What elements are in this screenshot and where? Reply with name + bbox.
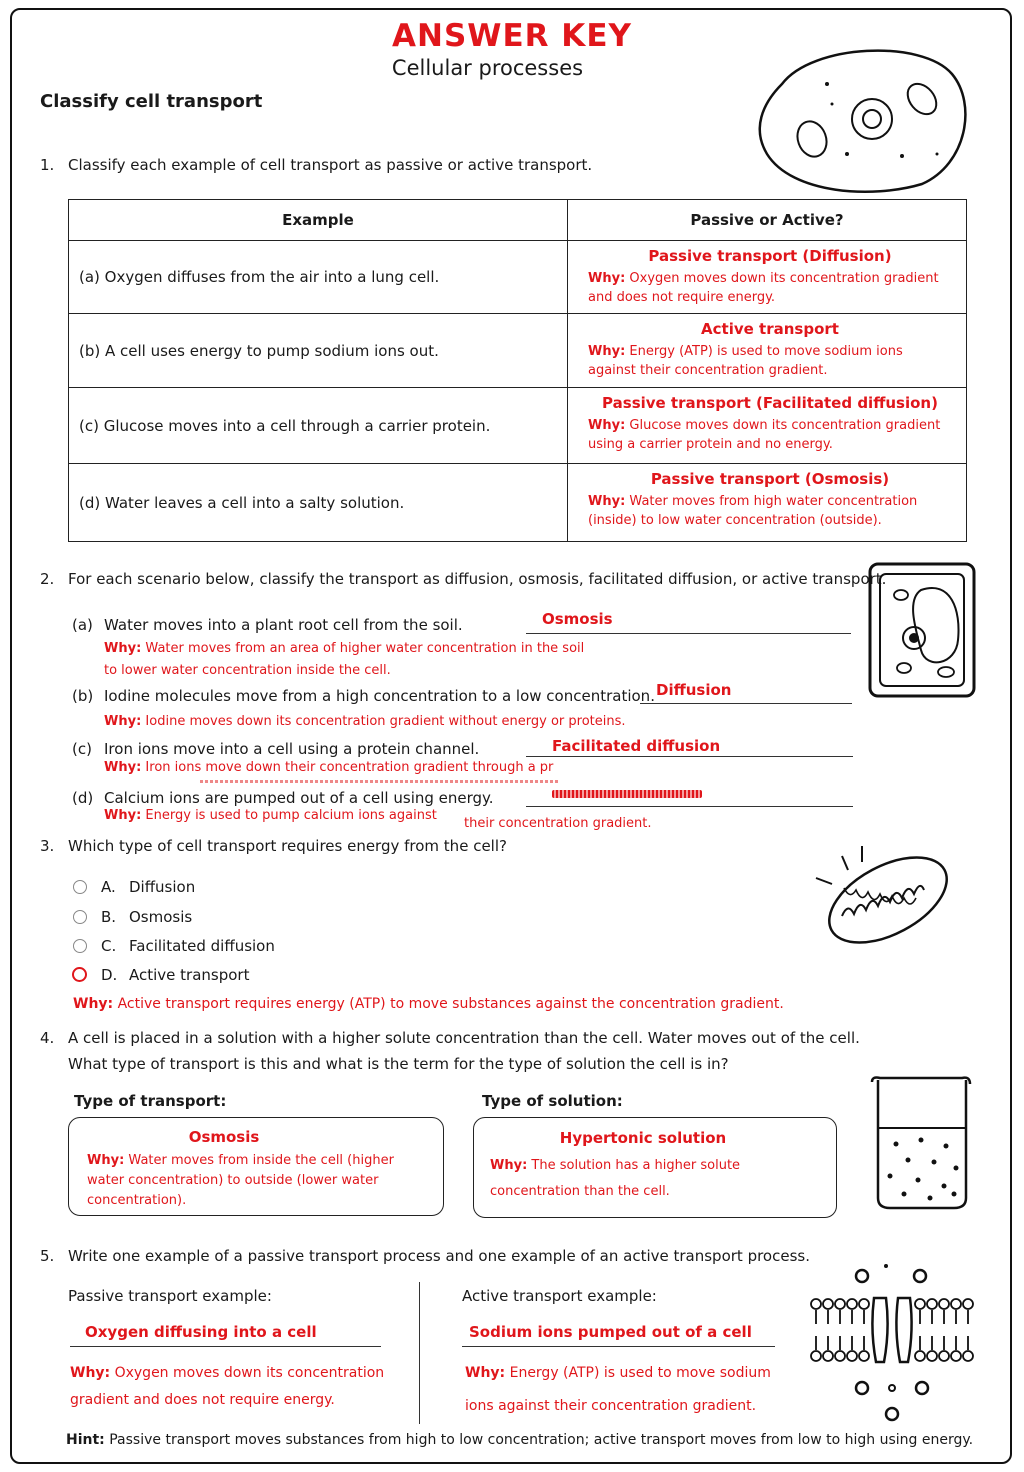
q2b-answer-line [640, 703, 852, 704]
q2a-answer: Osmosis [542, 610, 613, 628]
q4-number: 4. [40, 1029, 55, 1047]
q3-option-c-text: Facilitated diffusion [129, 937, 275, 955]
q2a-text: Water moves into a plant root cell from the soil. [104, 616, 463, 634]
q3-prompt: Which type of cell transport requires energy from the cell? [68, 837, 507, 855]
answer-cell: Passive transport (Osmosis) [650, 470, 890, 488]
transport-why: Water moves from inside the cell (higher [128, 1153, 394, 1168]
q2a-answer-line [526, 633, 851, 634]
transport-answer: Osmosis [188, 1128, 260, 1146]
hint-text: Passive transport moves substances from high to low concentration; active transport moves from low to high using energy. [109, 1432, 974, 1448]
example-cell: (b) A cell uses energy to pump sodium ions out. [69, 314, 568, 388]
page-subtitle: Cellular processes [391, 56, 584, 80]
q4-prompt-line2: What type of transport is this and what is the term for the type of solution the cell is in? [68, 1055, 729, 1073]
col-type-header: Passive or Active? [568, 200, 967, 241]
passive-why-2: gradient and does not require energy. [70, 1392, 335, 1408]
q3-why: Active transport requires energy (ATP) to move substances against the concentration gradient. [117, 996, 784, 1012]
q2d-why: Energy is used to pump calcium ions against [145, 808, 437, 823]
why-text: Glucose moves down its concentration gradient using a carrier protein and no energy. [588, 418, 941, 452]
q2d-text: Calcium ions are pumped out of a cell using energy. [104, 789, 494, 807]
q3-option-b-text: Osmosis [129, 908, 193, 926]
q3-radio-b[interactable] [73, 910, 87, 924]
transport-why-3: concentration). [87, 1193, 187, 1208]
passive-example-answer: Oxygen diffusing into a cell [85, 1323, 317, 1341]
why-text: Oxygen moves down its concentration gradient and does not require energy. [588, 271, 939, 305]
q2c-label: (c) [72, 740, 92, 758]
answer-cell: Passive transport (Diffusion) [648, 247, 892, 265]
q2b-text: Iodine molecules move from a high concentration to a low concentration. [104, 687, 655, 705]
answer-cell: Passive transport (Facilitated diffusion) [602, 394, 938, 412]
beaker-icon [866, 1074, 976, 1214]
q2b-why: Iodine moves down its concentration gradient without energy or proteins. [145, 714, 626, 729]
q1-number: 1. [40, 156, 55, 174]
q2a-why-cont: to lower water concentration inside the cell. [104, 663, 391, 678]
q2c-answer: Facilitated diffusion [552, 737, 721, 755]
q2a-why: Water moves from an area of higher water concentration in the soil [145, 641, 585, 656]
col-example-header: Example [69, 200, 568, 241]
section-heading: Classify cell transport [40, 91, 263, 112]
solution-type-label: Type of solution: [482, 1092, 623, 1110]
q3-option-a-letter: A. [101, 878, 116, 896]
hint-label: Hint: [66, 1432, 105, 1448]
transport-type-label: Type of transport: [74, 1092, 227, 1110]
q2d-label: (d) [72, 789, 94, 807]
animal-cell-icon [752, 44, 970, 194]
column-divider [419, 1282, 420, 1424]
q3-number: 3. [40, 837, 55, 855]
active-answer-line [462, 1346, 775, 1347]
solution-answer: Hypertonic solution [559, 1129, 727, 1147]
q1-prompt: Classify each example of cell transport as passive or active transport. [68, 156, 593, 174]
active-example-label: Active transport example: [462, 1287, 657, 1305]
q3-radio-d-selected[interactable] [72, 967, 87, 982]
q2b-label: (b) [72, 687, 94, 705]
active-example-answer: Sodium ions pumped out of a cell [469, 1323, 752, 1341]
q2-prompt: For each scenario below, classify the transport as diffusion, osmosis, facilitated diffusion, or active transport. [68, 570, 887, 588]
passive-why: Oxygen moves down its concentration [114, 1365, 385, 1381]
table-row: (c) Glucose moves into a cell through a carrier protein. Passive transport (Facilitated diffusion) Why: Glucose moves down its concentration gradient using a carrier protein and no energy. [69, 388, 967, 464]
q2c-answer-line [526, 756, 853, 757]
q3-option-b-letter: B. [101, 908, 117, 926]
table-row: (a) Oxygen diffuses from the air into a lung cell. Passive transport (Diffusion) Why: Oxygen moves down its concentration gradient and does not require energy. [69, 241, 967, 314]
table-row: (d) Water leaves a cell into a salty solution. Passive transport (Osmosis) Why: Water moves from high water concentration (inside) to low water concentration (outside). [69, 464, 967, 542]
answer-cell: Active transport [701, 320, 839, 338]
q3-option-d-text: Active transport [129, 966, 250, 984]
q2c-why: Iron ions move down their concentration gradient through a pr [145, 760, 554, 775]
q2-number: 2. [40, 570, 55, 588]
q5-prompt: Write one example of a passive transport process and one example of an active transport process. [68, 1247, 810, 1265]
active-why: Energy (ATP) is used to move sodium [509, 1365, 771, 1381]
table-row: (b) A cell uses energy to pump sodium ions out. Active transport Why: Energy (ATP) is used to move sodium ions against their concentration gradient. [69, 314, 967, 388]
q3-option-a-text: Diffusion [129, 878, 196, 896]
passive-example-label: Passive transport example: [68, 1287, 272, 1305]
q3-option-c-letter: C. [101, 937, 117, 955]
mitochondria-icon [812, 836, 960, 948]
answer-key-title: ANSWER KEY [392, 18, 632, 54]
q5-number: 5. [40, 1247, 55, 1265]
q2a-label: (a) [72, 616, 93, 634]
membrane-protein-icon [804, 1262, 980, 1426]
example-cell: (d) Water leaves a cell into a salty solution. [69, 464, 568, 542]
q3-option-d-letter: D. [101, 966, 118, 984]
q2b-answer: Diffusion [656, 681, 732, 699]
q2d-answer-line [526, 806, 853, 807]
why-text: Energy (ATP) is used to move sodium ions against their concentration gradient. [588, 344, 903, 378]
solution-why-2: concentration than the cell. [490, 1184, 670, 1199]
why-text: Water moves from high water concentration (inside) to low water concentration (outside). [588, 494, 918, 528]
active-why-2: ions against their concentration gradient. [465, 1398, 757, 1414]
q4-prompt-line1: A cell is placed in a solution with a higher solute concentration than the cell. Water moves out of the cell. [68, 1029, 860, 1047]
transport-why-2: water concentration) to outside (lower water [87, 1173, 379, 1188]
q1-table [68, 199, 967, 542]
example-cell: (a) Oxygen diffuses from the air into a lung cell. [69, 241, 568, 314]
passive-answer-line [70, 1346, 381, 1347]
q2d-why-cont: their concentration gradient. [464, 816, 652, 831]
plant-cell-icon [866, 560, 978, 700]
q2c-text: Iron ions move into a cell using a protein channel. [104, 740, 480, 758]
q3-radio-c[interactable] [73, 939, 87, 953]
q2d-scribbled-answer [552, 790, 702, 798]
q3-radio-a[interactable] [73, 880, 87, 894]
solution-why: The solution has a higher solute [531, 1158, 741, 1173]
smudge-mark [200, 780, 560, 783]
example-cell: (c) Glucose moves into a cell through a carrier protein. [69, 388, 568, 464]
